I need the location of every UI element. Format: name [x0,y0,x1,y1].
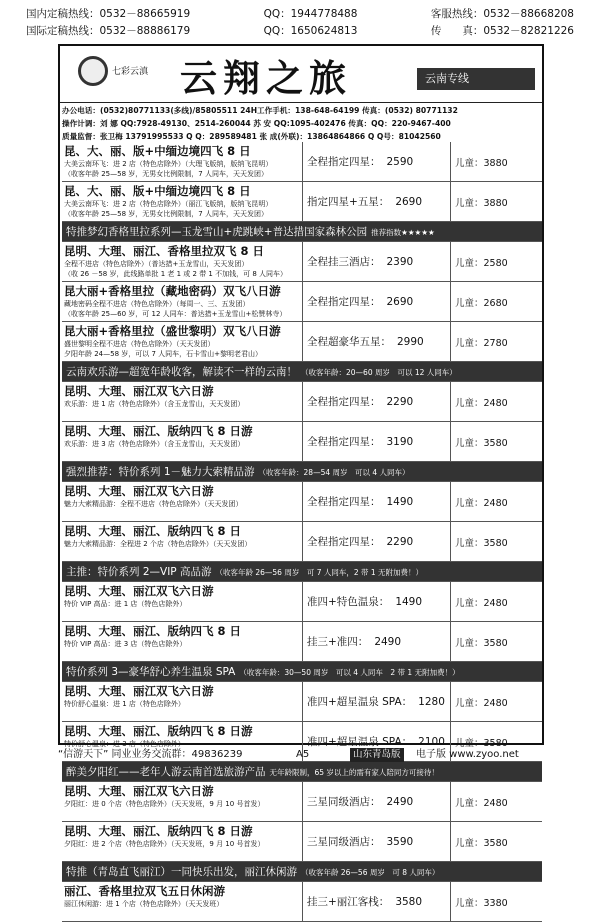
hotel-price-cell [302,282,450,321]
hotel-price-cell [302,422,450,461]
tour-title: 丽江、香格里拉双飞五日休闲游 [64,884,225,898]
tour-detail: 夕阳年龄 24—58 岁，可以 7 人同车，石卡雪山+黎明老君山） [64,350,263,358]
tour-row [62,422,542,462]
top-contact-lines [26,6,574,40]
tour-detail: （收客年龄 25—58 岁，无男女比例限制，7 人同车，天天发团） [64,210,268,218]
office-line-3: 质量监督：张卫梅 13791995533 Q Q：289589481 张 成(外联)：13864864866 Q Q号：81042560 [62,132,441,141]
section-header-title: 醉美夕阳红——老年人游云南首选旅游产品 [66,766,266,778]
tour-row [62,582,542,622]
hotel-price-cell [302,182,450,221]
child-price: 儿童：3580 [455,737,508,749]
qq-number-2: QQ：1650624813 [263,25,358,37]
tour-row [62,182,542,222]
section-header [62,862,542,882]
adult-price: 2290 [386,395,414,408]
tour-title: 昆明、大理、丽江双飞六日游 [64,684,214,698]
tour-detail: （收 26 －58 岁，此线路单批 1 老 1 或 2 带 1 不加钱，可 8 人同车） [64,270,288,278]
child-price: 儿童：3880 [455,157,508,169]
child-price-cell [450,182,542,221]
section-header [62,462,542,482]
child-price: 儿童：2580 [455,257,508,269]
section-header-note: （收客年龄 26—56 周岁 可 8 人同车） [301,868,440,877]
international-hotline: 国际定稿热线：0532－88886179 [26,25,191,37]
tour-title: 昆明、大理、丽江、版纳四飞 8 日游 [64,724,253,738]
tour-row [62,622,542,662]
tour-info-cell [62,142,302,181]
hotel-standard: 全程指定四星： [307,496,381,508]
section-header-note: 推荐指数★★★★★ [371,228,435,237]
adult-price: 1280 [418,695,445,708]
adult-price: 3580 [395,895,423,908]
hotel-standard: 三星同级酒店： [307,836,381,848]
edition-badge: 山东青岛版 [350,748,404,762]
tour-detail: 特价舒心温泉：进 3 店（特色店除外） [64,740,185,748]
qq-number-1: QQ：1944778488 [263,8,358,20]
tour-detail: 特价 VIP 高品：进 3 店（特色店除外） [64,640,187,648]
fax-number: 传 真：0532－82821226 [430,25,574,37]
section-header-note: （收客年龄：30—50 周岁 可以 4 人同车 2 带 1 无附加费！） [239,668,460,677]
tour-row [62,522,542,562]
child-price-cell [450,422,542,461]
adult-price: 2990 [397,335,424,348]
adult-price: 2390 [386,255,414,268]
tour-detail: 盛世黎明全程不进店（特色店除外）（天天发团） [64,340,215,348]
hotel-standard: 全程指定四星： [307,396,381,408]
hotel-standard: 三星同级酒店： [307,796,381,808]
tour-title: 昆明、大理、丽江双飞六日游 [64,584,214,598]
tour-info-cell [62,322,302,361]
hotel-standard: 指定四星+五星： [307,196,390,208]
child-price-cell [450,822,542,861]
tour-list [62,142,542,922]
tour-info-cell [62,622,302,661]
office-line-2: 操作计调：刘 娜 QQ:7928-49130、2514-260044 苏 安 QQ:1095-402476 传真：QQ：220-9467-400 [62,119,451,128]
tour-row [62,782,542,822]
tour-detail: 夕阳红：进 0 个店（特色店除外）（天天发班，9 月 10 号首发） [64,800,265,808]
hotel-price-cell [302,622,450,661]
tour-title: 昆明、大理、丽江、香格里拉双飞 8 日 [64,244,265,258]
hotel-price-cell [302,322,450,361]
adult-price: 2490 [386,795,414,808]
tour-detail: 夕阳红：进 2 个店（特色店除外）（天天发班，9 月 10 号首发） [64,840,265,848]
tour-info-cell [62,782,302,821]
adult-price: 2690 [395,195,423,208]
tour-detail: 魅力大索精品游：全程进 2 个店（特色店除外）（天天发团） [64,540,252,548]
hotel-standard: 准四+超星温泉 SPA： [307,696,413,708]
footer [58,745,544,765]
brand-title: 云翔之旅 [180,56,352,100]
child-price-cell [450,682,542,721]
adult-price: 2290 [386,535,414,548]
child-price: 儿童：2480 [455,497,508,509]
hotel-price-cell [302,682,450,721]
tour-detail: 魅力大索精品游：全程不进店（特色店除外）（天天发团） [64,500,243,508]
adult-price: 1490 [395,595,423,608]
section-header [62,762,542,782]
hotel-price-cell [302,382,450,421]
hotel-standard: 全程指定四星： [307,156,381,168]
top-contact-row-1 [26,6,574,23]
tour-title: 昆大丽+香格里拉（藏地密码）双飞八日游 [64,284,281,298]
hotel-price-cell [302,242,450,281]
child-price: 儿童：2480 [455,797,508,809]
tour-row [62,382,542,422]
tour-detail: 全程不进店（特色店除外）（普达措+玉龙雪山，天天发团） [64,260,249,268]
hotel-standard: 准四+特色温泉： [307,596,390,608]
child-price-cell [450,582,542,621]
hotel-standard: 全程指定四星： [307,296,381,308]
section-header [62,362,542,382]
child-price-cell [450,322,542,361]
child-price: 儿童：3580 [455,437,508,449]
top-contact-row-2 [26,23,574,40]
hotel-price-cell [302,882,450,921]
tour-detail: 特价 VIP 高品：进 1 店（特色店除外） [64,600,187,608]
hotel-standard: 全程挂三酒店： [307,256,381,268]
tour-row [62,322,542,362]
child-price-cell [450,242,542,281]
hotel-standard: 全程指定四星： [307,436,381,448]
child-price-cell [450,622,542,661]
child-price-cell [450,142,542,181]
hotel-price-cell [302,582,450,621]
tour-detail: 欢乐游：进 3 店（特色店除外）（含玉龙雪山，天天发团） [64,440,245,448]
tour-title: 昆明、大理、丽江、版纳四飞 8 日游 [64,424,253,438]
tour-row [62,282,542,322]
office-info [62,104,540,143]
tour-info-cell [62,882,302,921]
tour-detail: 藏地密码全程不进店（特色店除外）（每周一、三、五发团） [64,300,250,308]
tour-row [62,242,542,282]
tour-info-cell [62,482,302,521]
section-header-title: 强烈推荐：特价系列 1－魅力大索精品游 [66,466,255,478]
tour-info-cell [62,182,302,221]
hotel-price-cell [302,822,450,861]
tour-info-cell [62,422,302,461]
section-header-note: 无年龄限制，65 岁以上的需有家人陪同方可接待！ [269,768,439,777]
tour-detail: 大美云南环飞：进 2 店（特色店除外）（丽江飞版纳，版纳飞昆明） [64,200,273,208]
tour-info-cell [62,242,302,281]
child-price: 儿童：2680 [455,297,508,309]
footer-group-info: “信游天下” 同业业务交流群：49836239 [58,749,243,760]
tour-row [62,482,542,522]
hotel-price-cell [302,482,450,521]
banner [60,46,542,103]
tour-detail: 大美云南环飞：进 2 店（特色店除外）（大理飞版纳，版纳飞昆明） [64,160,273,168]
tour-row [62,142,542,182]
child-price: 儿童：3380 [455,897,508,909]
child-price: 儿童：2480 [455,697,508,709]
tour-title: 昆明、大理、丽江、版纳四飞 8 日 [64,624,242,638]
tour-detail: 特价舒心温泉：进 1 店（特色店除外） [64,700,185,708]
tour-info-cell [62,382,302,421]
tour-title: 昆明、大理、丽江、版纳四飞 8 日游 [64,824,253,838]
tour-info-cell [62,522,302,561]
tour-title: 昆明、大理、丽江双飞六日游 [64,384,214,398]
child-price: 儿童：2780 [455,337,508,349]
hotel-standard: 挂三+准四： [307,636,369,648]
tour-title: 昆明、大理、丽江双飞六日游 [64,784,214,798]
hotel-standard: 全程指定四星： [307,536,381,548]
child-price: 儿童：3580 [455,837,508,849]
section-header-note: （收客年龄 26—56 周岁 可 7 人同车，2 带 1 无附加费！） [215,568,424,577]
tour-detail: （收客年龄 25—60 岁，可 12 人同车：普达措+玉龙雪山+松赞林寺） [64,310,287,318]
tour-info-cell [62,282,302,321]
tour-title: 昆、大、丽、版+中缅边境四飞 8 日 [64,184,251,198]
section-header-title: 特推（青岛直飞丽江）一同快乐出发，丽江休闲游 [66,866,297,878]
child-price-cell [450,782,542,821]
tour-title: 昆、大、丽、版+中缅边境四飞 8 日 [64,144,251,158]
adult-price: 3190 [386,435,414,448]
tour-title: 昆明、大理、丽江、版纳四飞 8 日 [64,524,242,538]
section-header [62,562,542,582]
section-header-title: 主推：特价系列 2—VIP 高品游 [66,566,212,578]
hotel-standard: 挂三+丽江客栈： [307,896,390,908]
section-header [62,222,542,242]
domestic-hotline: 国内定稿热线：0532－88665919 [26,8,191,20]
tour-detail: 丽江休闲游：进 1 个店（特色店除外）（天天发班） [64,900,224,908]
tour-title: 昆明、大理、丽江双飞六日游 [64,484,214,498]
website-url: 电子版 www.zyoo.net [416,749,519,760]
section-header-note: （收客年龄：28—54 周岁 可以 4 人同车） [258,468,410,477]
child-price: 儿童：3580 [455,637,508,649]
yunnan-line-badge: 云南专线 [417,68,535,90]
company-logo-icon [78,56,108,86]
child-price-cell [450,522,542,561]
hotel-price-cell [302,782,450,821]
office-line-1: 办公电话：(0532)80771133(多线)/85805511 24H工作手机：138-648-64199 传真：(0532) 80771132 [62,106,458,115]
child-price: 儿童：2480 [455,597,508,609]
adult-price: 2590 [386,155,414,168]
page-number: A5 [296,749,310,760]
hotel-price-cell [302,522,450,561]
hotel-standard: 准四+超星温泉 SPA： [307,736,413,748]
adult-price: 2100 [418,735,445,748]
child-price: 儿童：2480 [455,397,508,409]
child-price-cell [450,482,542,521]
child-price-cell [450,882,542,921]
tour-title: 昆大丽+香格里拉（盛世黎明）双飞八日游 [64,324,281,338]
section-header [62,662,542,682]
child-price-cell [450,382,542,421]
tour-info-cell [62,582,302,621]
tour-detail: （收客年龄 25—58 岁，无男女比例限制，7 人同车，天天发团） [64,170,268,178]
adult-price: 2490 [374,635,402,648]
adult-price: 2690 [386,295,414,308]
adult-price: 3590 [386,835,414,848]
customer-service-hotline: 客服热线：0532－88668208 [430,8,574,20]
tour-info-cell [62,822,302,861]
logo-text: 七彩云滇 [112,67,149,77]
child-price: 儿童：3580 [455,537,508,549]
child-price-cell [450,282,542,321]
section-header-title: 特价系列 3—豪华舒心养生温泉 SPA [66,666,236,678]
tour-row [62,882,542,922]
hotel-standard: 全程超豪华五星： [307,336,391,348]
section-header-note: （收客年龄：20—60 周岁 可以 12 人同车） [301,368,457,377]
tour-info-cell [62,682,302,721]
adult-price: 1490 [386,495,414,508]
tour-detail: 欢乐游：进 1 店（特色店除外）（含玉龙雪山，天天发团） [64,400,245,408]
section-header-title: 特推梦幻香格里拉系列—玉龙雪山+虎跳峡+普达措国家森林公园 [66,226,368,238]
section-header-title: 云南欢乐游—超宽年龄收客，解读不一样的云南！ [66,366,297,378]
tour-row [62,682,542,722]
tour-row [62,822,542,862]
hotel-price-cell [302,142,450,181]
child-price: 儿童：3880 [455,197,508,209]
